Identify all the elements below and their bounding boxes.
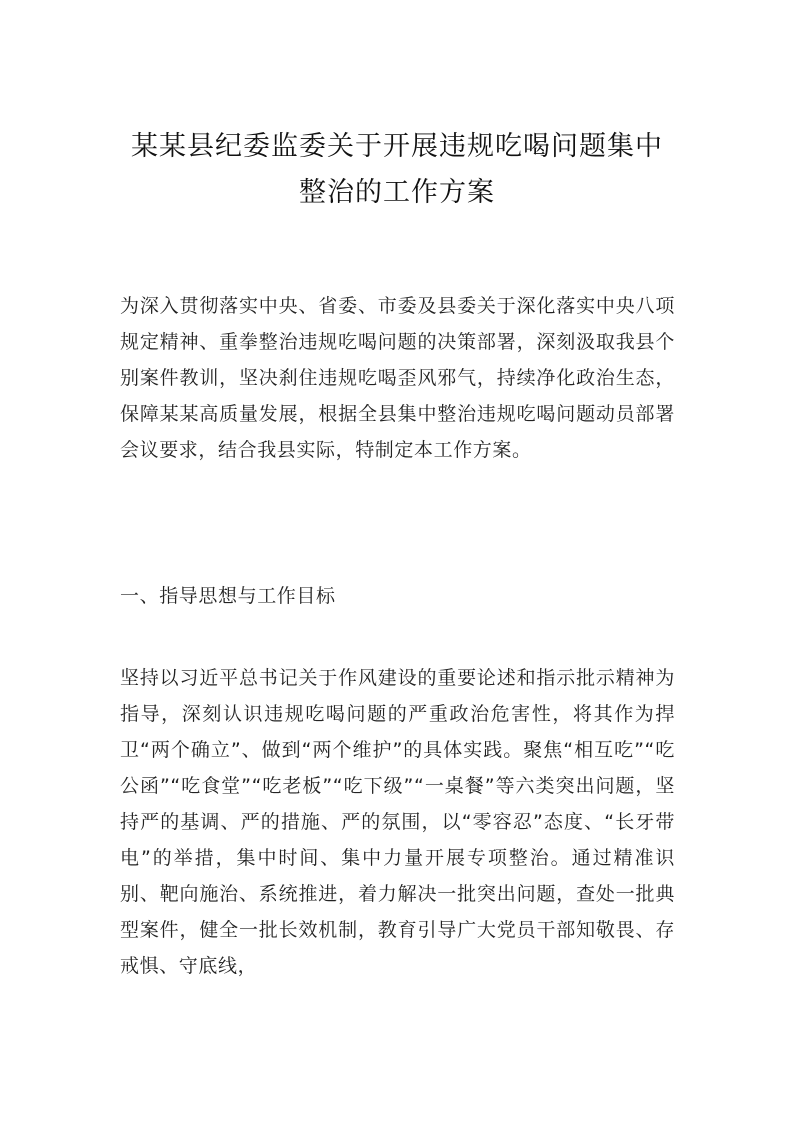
section-body-guiding-ideology: 坚持以习近平总书记关于作风建设的重要论述和指示批示精神为指导，深刻认识违规吃喝问题的严重政治危害性，将其作为捍卫“两个确立”、做到“两个维护”的具体实践。聚焦“相互吃”“吃公函”“吃食堂”“吃老板”“吃下级”“一桌餐”等六类突出问题，坚持严的基调、严的措施、严的氛围，以“零容忍”态度、“长牙带电”的举措，集中时间、集中力量开展专项整治。通过精准识别、靶向施治、系统推进，着力解决一批突出问题，查处一批典型案件，健全一批长效机制，教育引导广大党员干部知敬畏、存戒惧、守底线， xyxy=(120,667,675,977)
intro-paragraph: 为深入贯彻落实中央、省委、市委及县委关于深化落实中央八项规定精神、重拳整治违规吃喝问题的决策部署，深刻汲取我县个别案件教训，坚决刹住违规吃喝歪风邪气，持续净化政治生态，保障某某高质量发展，根据全县集中整治违规吃喝问题动员部署会议要求，结合我县实际，特制定本工作方案。 xyxy=(120,295,675,461)
section-heading-guiding-ideology: 一、指导思想与工作目标 xyxy=(120,585,336,607)
document-title: 某某县纪委监委关于开展违规吃喝问题集中整治的工作方案 xyxy=(131,131,663,208)
